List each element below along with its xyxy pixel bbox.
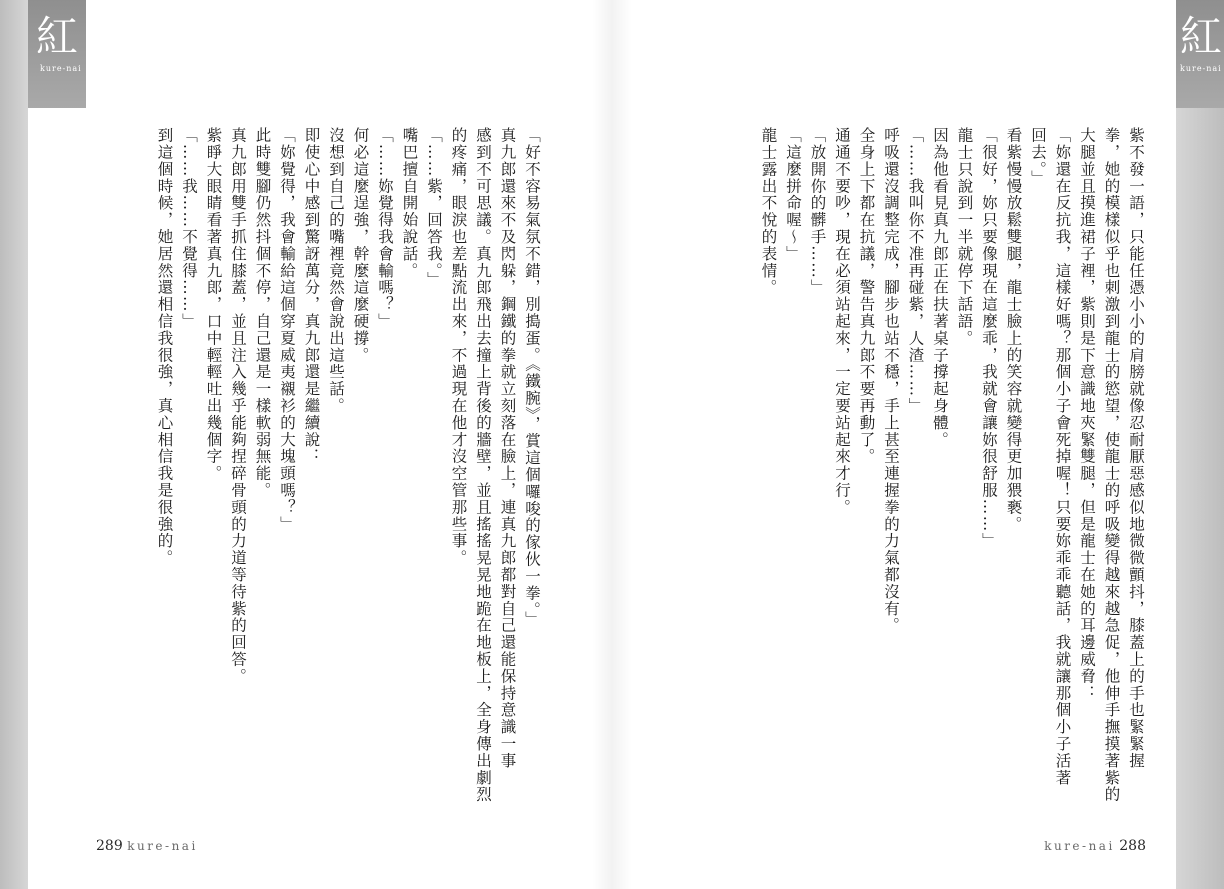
paragraph: 「……妳覺得我會輸嗎？」 <box>376 127 394 330</box>
paragraph: 真九郎用雙手抓住膝蓋，並且注入幾乎能夠捏碎骨頭的力道等待紫的回答。 <box>229 127 247 685</box>
page-number: 289 <box>96 838 123 854</box>
left-page-edge-band <box>0 0 28 889</box>
paragraph: 「放開你的髒手……」 <box>808 127 827 296</box>
paragraph: 呼吸還沒調整完成，腳步也站不穩，手上甚至連握拳的力氣都沒有。 <box>882 127 900 634</box>
running-title: kure-nai <box>127 839 198 853</box>
paragraph: 真九郎還來不及閃躲，鋼鐵的拳就立刻落在臉上，連真九郎都對自己還能保持意識一事 <box>498 127 517 770</box>
right-logo-block <box>1176 0 1224 108</box>
paragraph: 「妳還在反抗我，這樣好嗎？那個小子會死掉喔！只要妳乖乖聽話，我就讓那個小子活著 <box>1053 127 1072 787</box>
paragraph: 何必這麼逞強，幹麼這麼硬撐。 <box>351 127 370 364</box>
left-page-text <box>152 127 544 839</box>
right-page-folio <box>1044 838 1146 854</box>
logo-subtitle: kure-nai <box>1180 64 1222 73</box>
paragraph: 「好不容易氣氛不錯，別搗蛋。《鐵腕》，賞這個囉唆的傢伙一拳。」 <box>523 127 541 628</box>
paragraph: 「……紫，回答我。」 <box>425 127 443 289</box>
page-number: 288 <box>1119 838 1146 854</box>
paragraph: 沒想到自己的嘴裡竟然會說出這些話。 <box>327 127 345 415</box>
paragraph: 「很好，妳只要像現在這麼乖，我就會讓妳很舒服……」 <box>980 127 998 550</box>
logo-glyph: 紅 <box>1180 12 1223 61</box>
left-page-folio <box>96 838 198 854</box>
paragraph: 全身上下都在抗議，警告真九郎不要再動了。 <box>857 127 876 465</box>
logo-subtitle: kure-nai <box>40 64 82 73</box>
paragraph: 嘴巴擅自開始說話。 <box>400 127 419 280</box>
paragraph: 感到不可思議。真九郎飛出去撞上背後的牆壁，並且搖搖晃晃地跪在地板上，全身傳出劇烈 <box>474 127 492 803</box>
left-logo-block <box>28 0 86 108</box>
paragraph: 的疼痛，眼淚也差點流出來，不過現在他才沒空管那些事。 <box>449 127 468 567</box>
paragraph: 紫不發一語，只能任憑小小的肩膀就像忍耐厭惡感似地微微顫抖，膝蓋上的手也緊緊握 <box>1127 127 1145 770</box>
paragraph: 「……我……不覺得……」 <box>180 127 198 330</box>
paragraph: 龍士露出不悅的表情。 <box>759 127 778 296</box>
paragraph: 到這個時候，她居然還相信我很強，真心相信我是很強的。 <box>155 127 174 567</box>
paragraph: 此時雙腳仍然抖個不停，自己還是一樣軟弱無能。 <box>253 127 272 499</box>
paragraph: 大腿並且摸進裙子裡，紫則是下意識地夾緊雙腿，但是龍士在她的耳邊威脅： <box>1078 127 1096 702</box>
paragraph: 通通不要吵，現在必須站起來，一定要站起來才行。 <box>833 127 851 516</box>
paragraph: 龍士只說到一半就停下話語。 <box>955 127 974 347</box>
paragraph: 紫睜大眼睛看著真九郎，口中輕輕吐出幾個字。 <box>204 127 223 482</box>
paragraph: 即使心中感到驚訝萬分，真九郎還是繼續說： <box>302 127 321 465</box>
right-page-edge-band <box>1176 0 1224 889</box>
paragraph: 拳，她的模樣似乎也刺激到龍士的慾望，使龍士的呼吸變得越來越急促，他伸手撫摸著紫的 <box>1102 127 1121 803</box>
paragraph: 回去。」 <box>1029 127 1047 187</box>
paragraph: 因為他看見真九郎正在扶著桌子撐起身體。 <box>931 127 949 449</box>
paragraph: 「妳覺得，我會輸給這個穿夏威夷襯衫的大塊頭嗎？」 <box>278 127 296 533</box>
page-gutter <box>592 0 632 889</box>
paragraph: 看紫慢慢放鬆雙腿，龍士臉上的笑容就變得更加猥褻。 <box>1004 127 1023 533</box>
paragraph: 「這麼拼命喔～」 <box>784 127 802 263</box>
logo-glyph: 紅 <box>36 12 79 61</box>
right-page-text <box>756 127 1148 839</box>
paragraph: 「……我叫你不准再碰紫，人渣……」 <box>906 127 925 415</box>
running-title: kure-nai <box>1044 839 1115 853</box>
